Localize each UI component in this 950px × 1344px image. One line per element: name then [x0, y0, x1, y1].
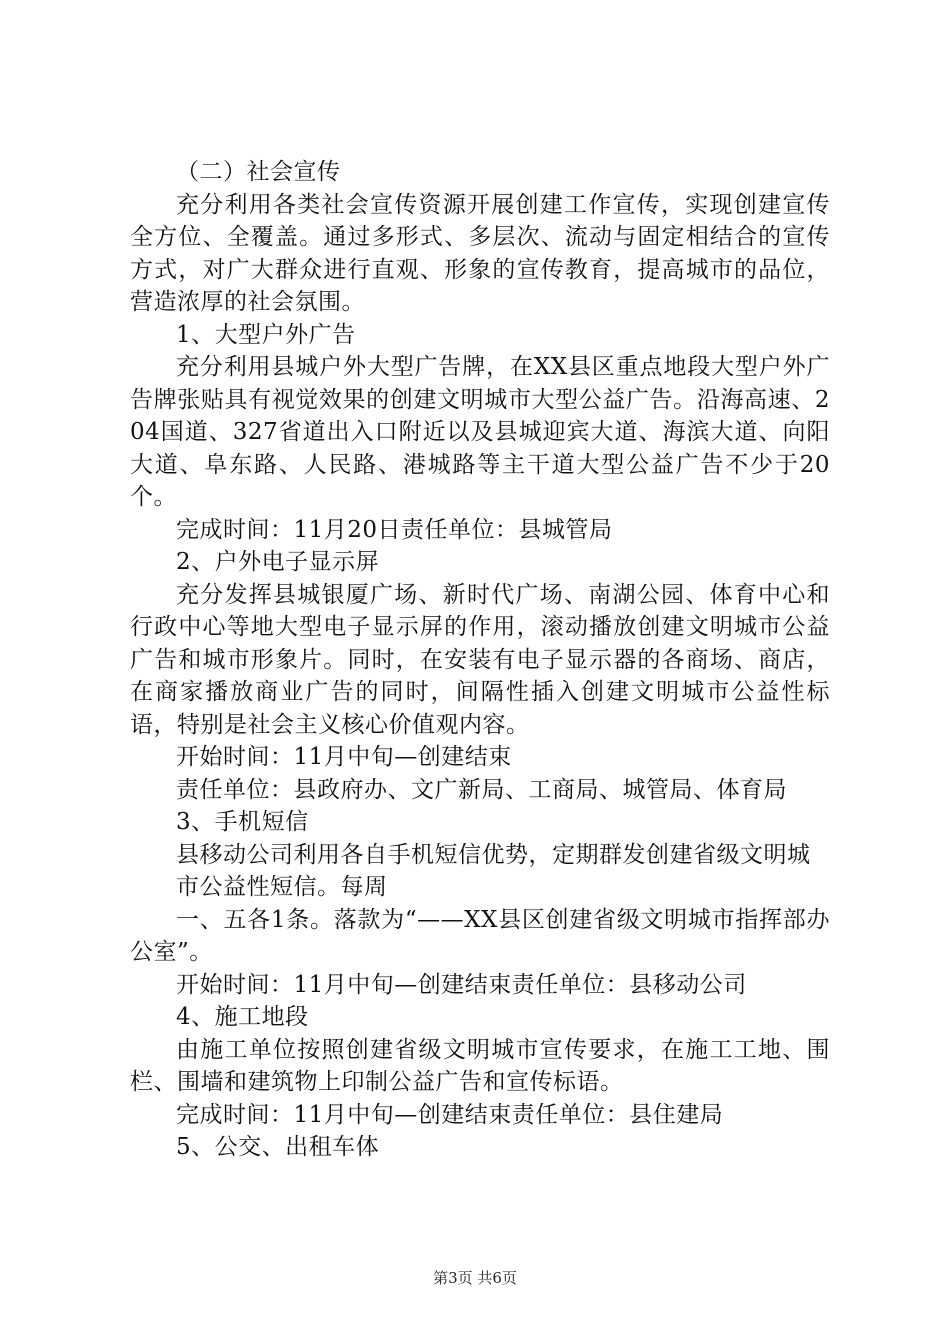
paragraph: 开始时间：11月中旬—创建结束责任单位：县移动公司 — [176, 971, 747, 998]
paragraph: 充分利用县城户外大型广告牌，在XX县区重点地段大型户外广告牌张贴具有视觉效果的创建文明城市大型公益广告。沿海高速、204国道、327省道出入口附近以及县城迎宾大道、海滨大道、向阳大道、阜东路、人民路、港城路等主干道大型公益广告不少于20个。 — [130, 354, 830, 510]
document-body — [130, 156, 830, 1164]
section-heading: （二）社会宣传 — [176, 159, 341, 185]
paragraph: 完成时间：11月中旬—创建结束责任单位：县住建局 — [176, 1101, 724, 1128]
paragraph: 充分利用各类社会宣传资源开展创建工作宣传，实现创建宣传全方位、全覆盖。通过多形式、多层次、流动与固定相结合的宣传方式，对广大群众进行直观、形象的宣传教育，提高城市的品位，营造浓厚的社会氛围。 — [130, 191, 830, 315]
paragraph: 充分发挥县城银厦广场、新时代广场、南湖公园、体育中心和行政中心等地大型电子显示屏的作用，滚动播放创建文明城市公益广告和城市形象片。同时，在安装有电子显示器的各商场、商店，在商家播放商业广告的同时，间隔性插入创建文明城市公益性标语，特别是社会主义核心价值观内容。 — [130, 581, 830, 738]
paragraph: 一、五各1条。落款为“——XX县区创建省级文明城市指挥部办公室”。 — [130, 906, 830, 965]
paragraph: 开始时间：11月中旬—创建结束 — [176, 744, 512, 770]
paragraph: 由施工单位按照创建省级文明城市宣传要求，在施工工地、围栏、围墙和建筑物上印制公益广告和宣传标语。 — [130, 1036, 830, 1095]
paragraph: 责任单位：县政府办、文广新局、工商局、城管局、体育局 — [176, 776, 787, 803]
page-number-label: 第3页 共6页 — [433, 1269, 517, 1287]
paragraph: 完成时间：11月20日责任单位：县城管局 — [176, 516, 613, 543]
paragraph: 县移动公司利用各自手机短信优势，定期群发创建省级文明城 — [176, 841, 811, 868]
item-heading: 2、户外电子显示屏 — [176, 549, 380, 575]
item-heading: 4、施工地段 — [176, 1004, 309, 1030]
item-heading: 1、大型户外广告 — [176, 321, 356, 348]
item-heading: 3、手机短信 — [176, 809, 309, 835]
item-heading: 5、公交、出租车体 — [176, 1134, 380, 1160]
paragraph: 市公益性短信。每周 — [176, 874, 388, 900]
page-footer — [0, 1268, 950, 1288]
